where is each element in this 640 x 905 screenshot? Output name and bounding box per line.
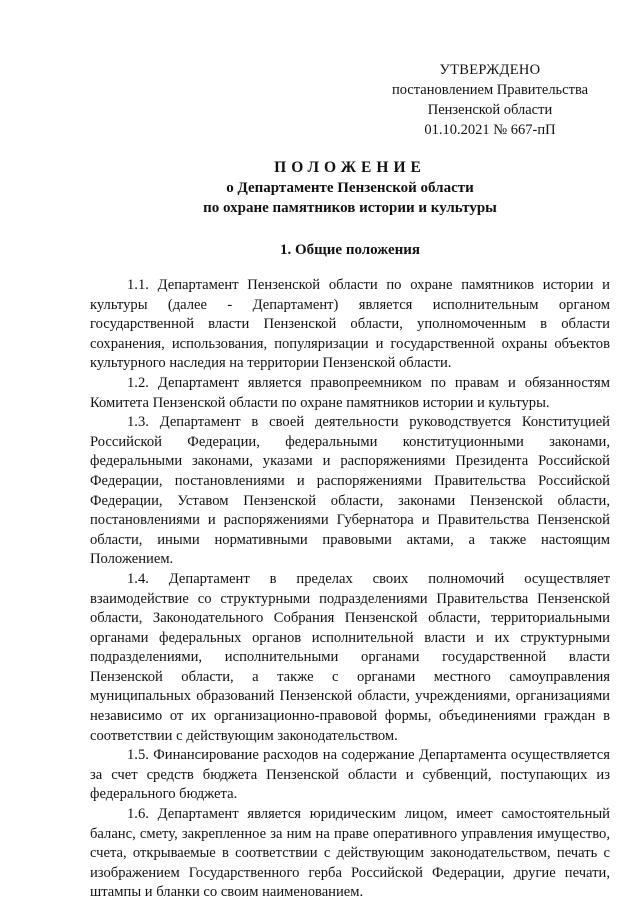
paragraph-1-5: 1.5. Финансирование расходов на содержание Департамента осуществляется за счет средств бюджета Пензенской области и субвенций, поступающих из федерального бюджета. [90,747,610,803]
approval-line-1: постановлением Правительства [391,82,589,98]
approval-line-2: Пензенской области [427,102,553,118]
approval-stamp [380,60,600,140]
paragraph-1-2: 1.2. Департамент является правопреемником по правам и обязанностям Комитета Пензенской области по охране памятников истории и культуры. [90,374,610,411]
document-title-subtitle-1: о Департаменте Пензенской области [226,180,474,196]
paragraph-1-4: 1.4. Департамент в пределах своих полномочий осуществляет взаимодействие со структурными подразделениями Правительства Пензенской области, Законодательного Собрания Пензенской области, территориальными органами федеральных органов исполнительной власти и их структурными подразделениями, исполнительными органами государственной власти Пензенской области, а также с органами местного самоуправления муниципальных образований Пензенской области, учреждениями, организациями независимо от их организационно-правовой формы, объединениями граждан в соответствии с действующим законодательством. [90,570,610,744]
document-title [90,158,610,218]
paragraph-1-1: 1.1. Департамент Пензенской области по охране памятников истории и культуры (далее - Департамент) является исполнительным органом государственной власти Пензенской области, уполномоченным в области сохранения, использования, популяризации и государственной охраны объектов культурного наследия на территории Пензенской области. [90,277,610,372]
paragraph-1-6: 1.6. Департамент является юридическим лицом, имеет самостоятельный баланс, смету, закрепленное за ним на праве оперативного управления имущество, счета, открываемые в соответствии с действующим законодательством, печать с изображением Государственного герба Российской Федерации, другие печати, штампы и бланки со своим наименованием. [90,806,610,901]
document-title-main: ПОЛОЖЕНИЕ [274,159,426,176]
document-body [90,276,610,903]
approval-date-number: 01.10.2021 № 667-пП [424,122,556,138]
document-title-subtitle-2: по охране памятников истории и культуры [203,200,497,216]
section-heading: 1. Общие положения [279,242,421,258]
approval-title: УТВЕРЖДЕНО [439,62,541,78]
paragraph-1-3: 1.3. Департамент в своей деятельности руководствуется Конституцией Российской Федерации, федеральными конституционными законами, федеральными законами, указами и распоряжениями Президента Российской Федерации, постановлениями и распоряжениями Правительства Российской Федерации, Уставом Пензенской области, законами Пензенской области, постановлениями и распоряжениями Губернатора и Правительства Пензенской области, иными нормативными правовыми актами, а также настоящим Положением. [90,414,610,568]
